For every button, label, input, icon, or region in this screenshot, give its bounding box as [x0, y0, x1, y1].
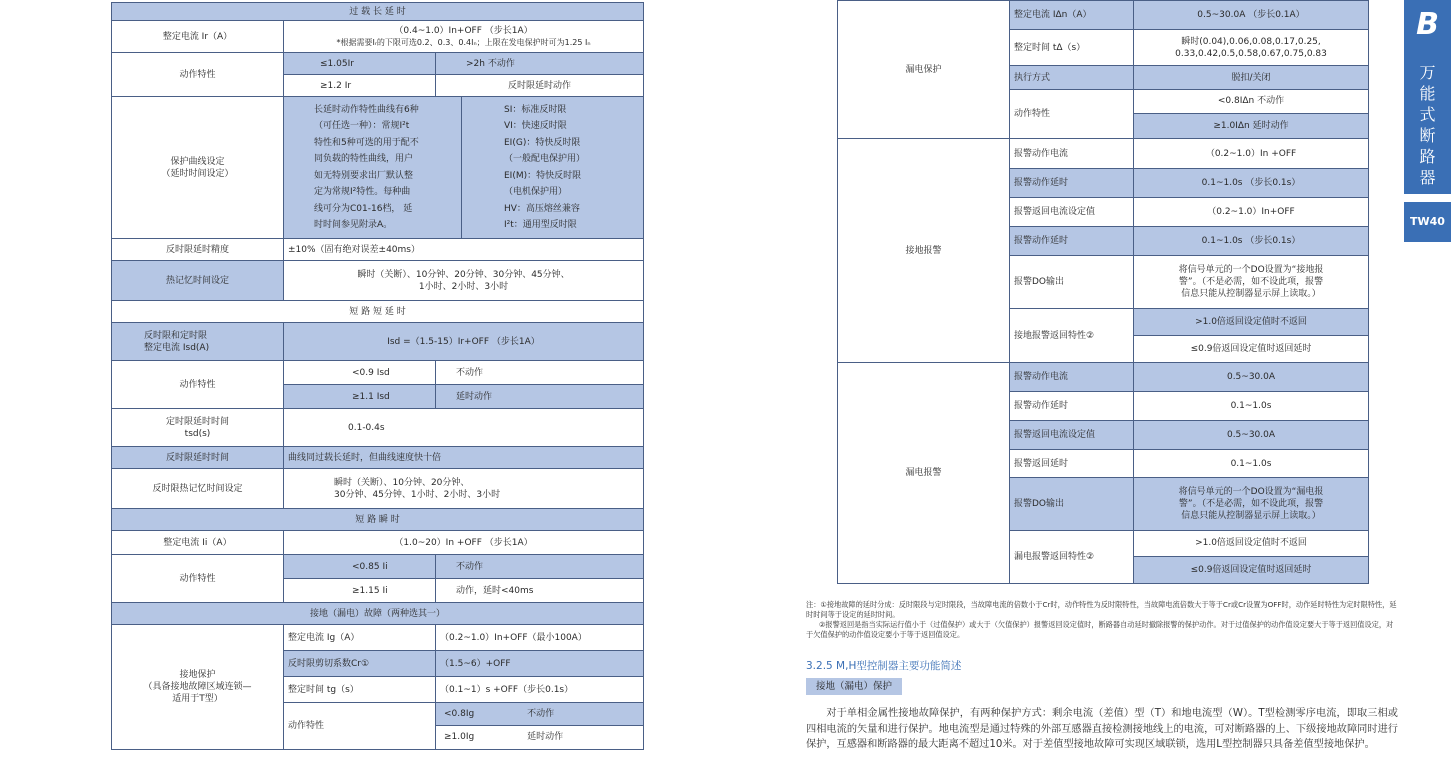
side-model: TW40: [1404, 202, 1451, 242]
sd-action-r2a: ≥1.1 Isd: [284, 385, 436, 409]
gp-cr-value: （1.5~6）+OFF: [436, 651, 644, 677]
gp-action-r2a: ≥1.0Ig: [444, 732, 475, 742]
ir-range: （0.4~1.0）In+OFF （步长1A）: [394, 25, 533, 36]
side-tab: [1404, 0, 1451, 242]
sd-action-label: 动作特性: [112, 361, 284, 409]
la-do-label: 报警DO输出: [1010, 478, 1134, 531]
ga-current-label: 报警动作电流: [1010, 139, 1134, 169]
accuracy-value: ±10%（固有绝对误差±40ms）: [284, 239, 644, 261]
gp-current-value: （0.2~1.0）In+OFF（最小100A）: [436, 625, 644, 651]
ir-note: *根据需要Iᵣ的下限可选0.2、0.3、0.4Iₙ；上限在发电保护时可为1.25 Iₙ: [336, 37, 591, 47]
footnotes: [806, 600, 1398, 640]
lp-current-value: 0.5~30.0A （步长0.1A）: [1134, 1, 1369, 30]
isd-label: 反时限和定时限 整定电流 Isd(A): [112, 323, 284, 361]
left-spec-table: [111, 2, 644, 750]
inst-action-r2b: 动作，延时<40ms: [436, 579, 644, 603]
la-return-current-label: 报警返回电流设定值: [1010, 421, 1134, 450]
lp-time-value: 瞬时(0.04),0.06,0.08,0.17,0.25, 0.33,0.42,0.5,0.58,0.67,0.75,0.83: [1134, 30, 1369, 66]
ga-return-char-r2: ≤0.9倍返回设定值时返回延时: [1190, 344, 1312, 354]
footnote-1: 注：①接地故障的延时分成：反时限段与定时限段，当故障电流的倍数小于Cr时，动作特性为反时限特性，当故障电流倍数大于等于Cr或Cr设置为OFF时，动作延时特性为定时限特性，延时时间等于设定的延时时间。: [806, 600, 1397, 619]
la-return-char-label: 漏电报警返回特性②: [1010, 531, 1134, 584]
lp-mode-value: 脱扣/关闭: [1134, 66, 1369, 90]
lp-current-label: 整定电流 IΔn（A）: [1010, 1, 1134, 30]
inverse-memory-value: 瞬时（关断）、10分钟、20分钟、 30分钟、45分钟、1小时、2小时、3小时: [284, 469, 644, 509]
overload-action-r1b: >2h 不动作: [436, 53, 644, 75]
inst-action-label: 动作特性: [112, 555, 284, 603]
sd-action-r1b: 不动作: [436, 361, 644, 385]
section-title: 3.2.5 M,H型控制器主要功能简述: [806, 660, 962, 672]
ga-return-delay-label: 报警动作延时: [1010, 227, 1134, 256]
lp-time-label: 整定时间 tΔ（s）: [1010, 30, 1134, 66]
footnote-2: ②报警返回是指当实际运行值小于（过值保护）或大于（欠值保护）报警返回设定值时，断路器自动延时撤除报警的保护动作。对于过值保护的动作值设定要大于等于返回值设定，对于欠值保护的动作值设定要小于等于返回值设定。: [806, 620, 1394, 639]
section-ground-fault: 接地（漏电）故障（两种选其一）: [112, 603, 644, 625]
accuracy-label: 反时限延时精度: [112, 239, 284, 261]
gp-action-r1b: 不动作: [527, 709, 555, 719]
lp-action-r1: <0.8IΔn 不动作: [1134, 90, 1368, 114]
curve-label: 保护曲线设定 （延时时间设定）: [112, 97, 284, 239]
lp-action-label: 动作特性: [1010, 90, 1134, 139]
ground-protection-label: 接地保护 （具备接地故障区域连锁— 适用于T型）: [112, 625, 284, 750]
ii-label: 整定电流 Ii（A）: [112, 531, 284, 555]
ga-do-value: 将信号单元的一个DO设置为“接地报 警”。（不是必需，如不设此项，报警 信息只能从控制器显示屏上读取。）: [1134, 256, 1369, 309]
ga-return-char-r1: >1.0倍返回设定值时不返回: [1134, 309, 1368, 336]
right-spec-table: [837, 0, 1369, 584]
la-delay-value: 0.1~1.0s: [1134, 392, 1369, 421]
curve-types: SI：标准反时限 VI：快速反时限 EI(G)：特快反时限 （一般配电保护用） EI(M)：特快反时限 （电机保护用） HV：高压熔丝兼容 I²t：通用型反时限: [462, 97, 644, 239]
la-do-value: 将信号单元的一个DO设置为“漏电报 警”。（不是必需，如不设此项，报警 信息只能从控制器显示屏上读取。）: [1134, 478, 1369, 531]
inverse-delay-label: 反时限延时时间: [112, 447, 284, 469]
ga-current-value: （0.2~1.0）In +OFF: [1134, 139, 1369, 169]
thermal-memory-label: 热记忆时间设定: [112, 261, 284, 301]
gp-time-value: （0.1~1）s +OFF（步长0.1s）: [436, 677, 644, 703]
ga-return-current-value: （0.2~1.0）In+OFF: [1134, 198, 1369, 227]
tsd-value: 0.1-0.4s: [284, 409, 644, 447]
gp-time-label: 整定时间 tg（s）: [284, 677, 436, 703]
gp-current-label: 整定电流 Ig（A）: [284, 625, 436, 651]
la-current-value: 0.5~30.0A: [1134, 363, 1369, 392]
inverse-memory-label: 反时限热记忆时间设定: [112, 469, 284, 509]
la-delay-label: 报警动作延时: [1010, 392, 1134, 421]
ga-delay-value: 0.1~1.0s （步长0.1s）: [1134, 169, 1369, 198]
lp-mode-label: 执行方式: [1010, 66, 1134, 90]
lp-action-r2: ≥1.0IΔn 延时动作: [1134, 114, 1368, 138]
side-letter: B: [1404, 0, 1451, 46]
la-return-current-value: 0.5~30.0A: [1134, 421, 1369, 450]
inst-action-r1a: <0.85 Ii: [284, 555, 436, 579]
gp-action-label: 动作特性: [284, 703, 436, 750]
inst-action-r2a: ≥1.15 Ii: [284, 579, 436, 603]
curve-description: 长延时动作特性曲线有6种 （可任选一种）：常规I²t 特性和5种可选的用于配不 同负载的特性曲线，用户 如无特别要求出厂默认整 定为常规I²特性。每种曲 线可分为C01-16档， 延 时时间参见附录A。: [284, 97, 462, 239]
la-return-delay-value: 0.1~1.0s: [1134, 450, 1369, 478]
ga-return-char-label: 接地报警返回特性②: [1010, 309, 1134, 363]
ga-delay-label: 报警动作延时: [1010, 169, 1134, 198]
section-short-delay: 短 路 短 延 时: [112, 301, 644, 323]
gp-cr-label: 反时限剪切系数Cr①: [284, 651, 436, 677]
section-instantaneous: 短 路 瞬 时: [112, 509, 644, 531]
subsection-tag: 接地（漏电）保护: [806, 678, 902, 695]
gp-action-r2b: 延时动作: [527, 732, 564, 742]
overload-action-r2b: 反时限延时动作: [436, 75, 644, 97]
thermal-memory-value: 瞬时（关断）、10分钟、20分钟、30分钟、45分钟、 1小时、2小时、3小时: [284, 261, 644, 301]
inst-action-r1b: 不动作: [436, 555, 644, 579]
la-return-delay-label: 报警返回延时: [1010, 450, 1134, 478]
la-current-label: 报警动作电流: [1010, 363, 1134, 392]
sd-action-r2b: 延时动作: [436, 385, 644, 409]
ga-return-delay-value: 0.1~1.0s （步长0.1s）: [1134, 227, 1369, 256]
gp-action-r1a: <0.8Ig: [444, 709, 475, 719]
leak-protection-label: 漏电保护: [838, 1, 1010, 139]
sd-action-r1a: <0.9 Isd: [284, 361, 436, 385]
tsd-label: 定时限延时时间 tsd(s): [112, 409, 284, 447]
ga-do-label: 报警DO输出: [1010, 256, 1134, 309]
ground-alarm-label: 接地报警: [838, 139, 1010, 363]
la-return-char-r2: ≤0.9倍返回设定值时返回延时: [1134, 557, 1368, 583]
section-overload-long-delay: 过 载 长 延 时: [112, 3, 644, 21]
overload-action-r2a: ≥1.2 Ir: [284, 75, 436, 97]
ir-label: 整定电流 Ir（A）: [112, 21, 284, 53]
overload-action-label: 动作特性: [112, 53, 284, 97]
leak-alarm-label: 漏电报警: [838, 363, 1010, 584]
inverse-delay-value: 曲线同过载长延时，但曲线速度快十倍: [284, 447, 644, 469]
ii-value: （1.0~20）In +OFF （步长1A）: [284, 531, 644, 555]
isd-value: Isd =（1.5-15）Ir+OFF （步长1A）: [284, 323, 644, 361]
overload-action-r1a: ≤1.05Ir: [284, 53, 436, 75]
la-return-char-r1: >1.0倍返回设定值时不返回: [1134, 531, 1368, 557]
body-paragraph: 对于单相金属性接地故障保护，有两种保护方式：剩余电流（差值）型（T）和地电流型（W）。T型检测零序电流，即取三相或四相电流的矢量和进行保护。地电流型是通过特殊的外部互感器直接检测接地线上的电流，可对断路器的上、下级接地故障同时进行保护，互感器和断路器的最大距离不超过10米。对于差值型接地故障可实现区域联锁，选用L型控制器只具备差值型接地保护。: [806, 708, 1398, 750]
side-vertical-title: 万 能 式 断 路 器: [1404, 46, 1451, 194]
ga-return-current-label: 报警返回电流设定值: [1010, 198, 1134, 227]
